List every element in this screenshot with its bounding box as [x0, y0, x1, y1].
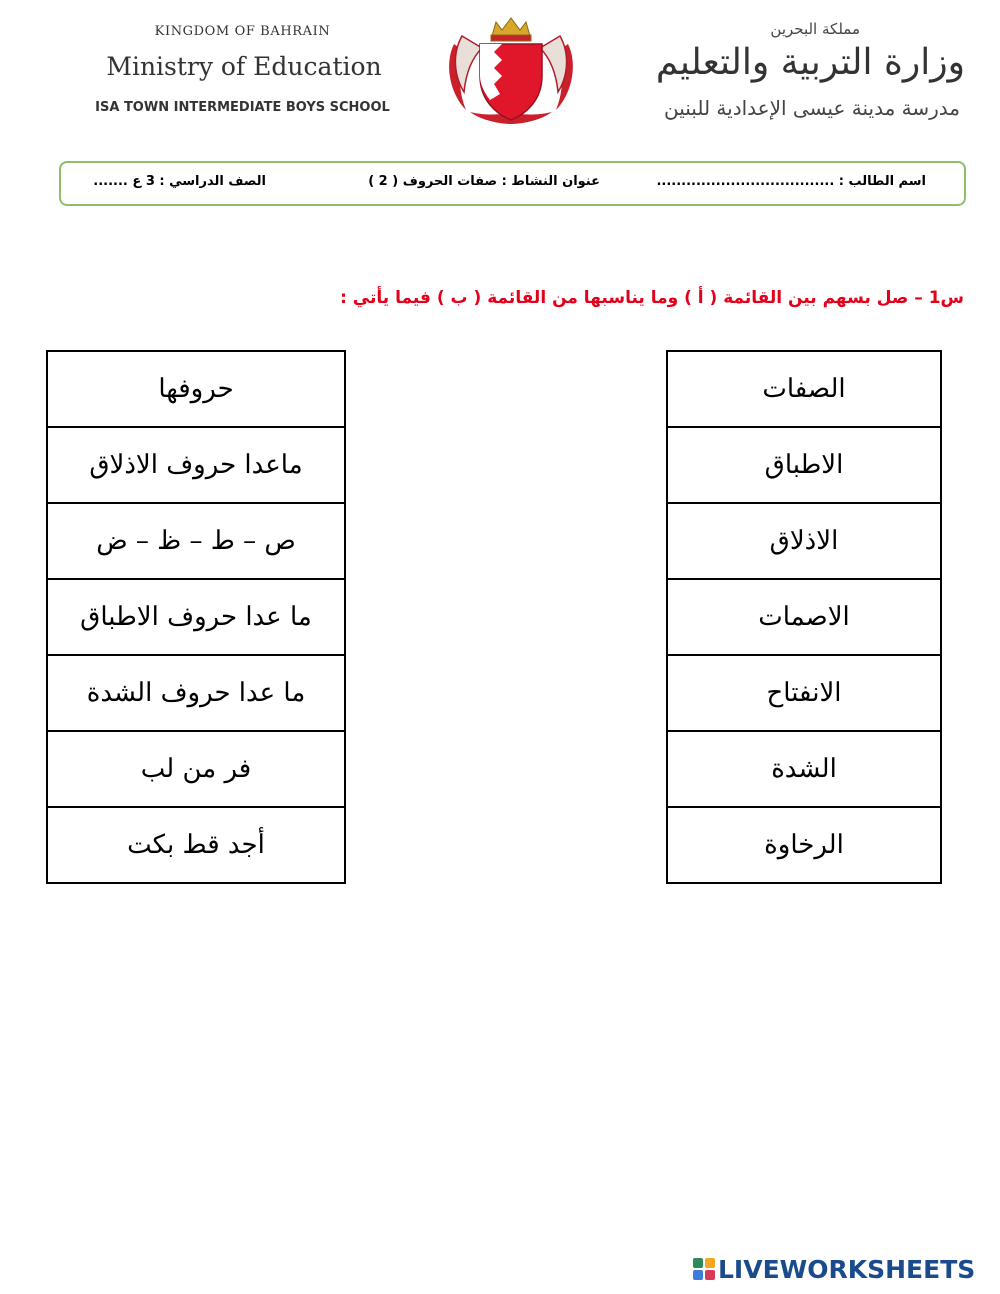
list-b-table	[46, 350, 346, 884]
list-b-item[interactable]: ص – ط – ظ – ض	[47, 503, 345, 579]
question-text: س1 – صل بسهم بين القائمة ( أ ) وما يناسبها من القائمة ( ب ) فيما يأتي :	[340, 288, 964, 308]
ar-ministry-title: وزارة التربية والتعليم	[655, 42, 965, 83]
class-field[interactable]: الصف الدراسي : 3 ع .......	[93, 174, 266, 189]
list-b-item[interactable]: ماعدا حروف الاذلاق	[47, 427, 345, 503]
liveworksheets-text: LIVEWORKSHEETS	[718, 1254, 976, 1284]
list-a-item[interactable]: الانفتاح	[667, 655, 941, 731]
list-b-item[interactable]: أجد قط بكت	[47, 807, 345, 883]
list-a-item[interactable]: الاصمات	[667, 579, 941, 655]
student-info-box	[59, 161, 966, 206]
student-name-field[interactable]: اسم الطالب : ....................................	[656, 174, 926, 189]
list-b-item[interactable]: ما عدا حروف الاطباق	[47, 579, 345, 655]
list-b-item[interactable]: حروفها	[47, 351, 345, 427]
list-b-item[interactable]: فر من لب	[47, 731, 345, 807]
en-ministry-title: Ministry of Education	[106, 52, 382, 81]
list-a-item[interactable]: الشدة	[667, 731, 941, 807]
list-a-item[interactable]: الرخاوة	[667, 807, 941, 883]
activity-title: عنوان النشاط : صفات الحروف ( 2 )	[368, 174, 600, 189]
list-a-item[interactable]: الصفات	[667, 351, 941, 427]
liveworksheets-logo[interactable]	[693, 1255, 975, 1283]
list-a-item[interactable]: الاذلاق	[667, 503, 941, 579]
ar-kingdom-title: مملكة البحرين	[770, 20, 860, 38]
list-a-table	[666, 350, 942, 884]
bahrain-emblem-icon	[444, 14, 578, 126]
list-b-item[interactable]: ما عدا حروف الشدة	[47, 655, 345, 731]
liveworksheets-icon	[693, 1258, 715, 1280]
en-school-name: ISA TOWN INTERMEDIATE BOYS SCHOOL	[95, 100, 390, 115]
en-kingdom-title: KINGDOM OF BAHRAIN	[154, 24, 331, 39]
ar-school-name: مدرسة مدينة عيسى الإعدادية للبنين	[664, 96, 960, 120]
list-a-item[interactable]: الاطباق	[667, 427, 941, 503]
